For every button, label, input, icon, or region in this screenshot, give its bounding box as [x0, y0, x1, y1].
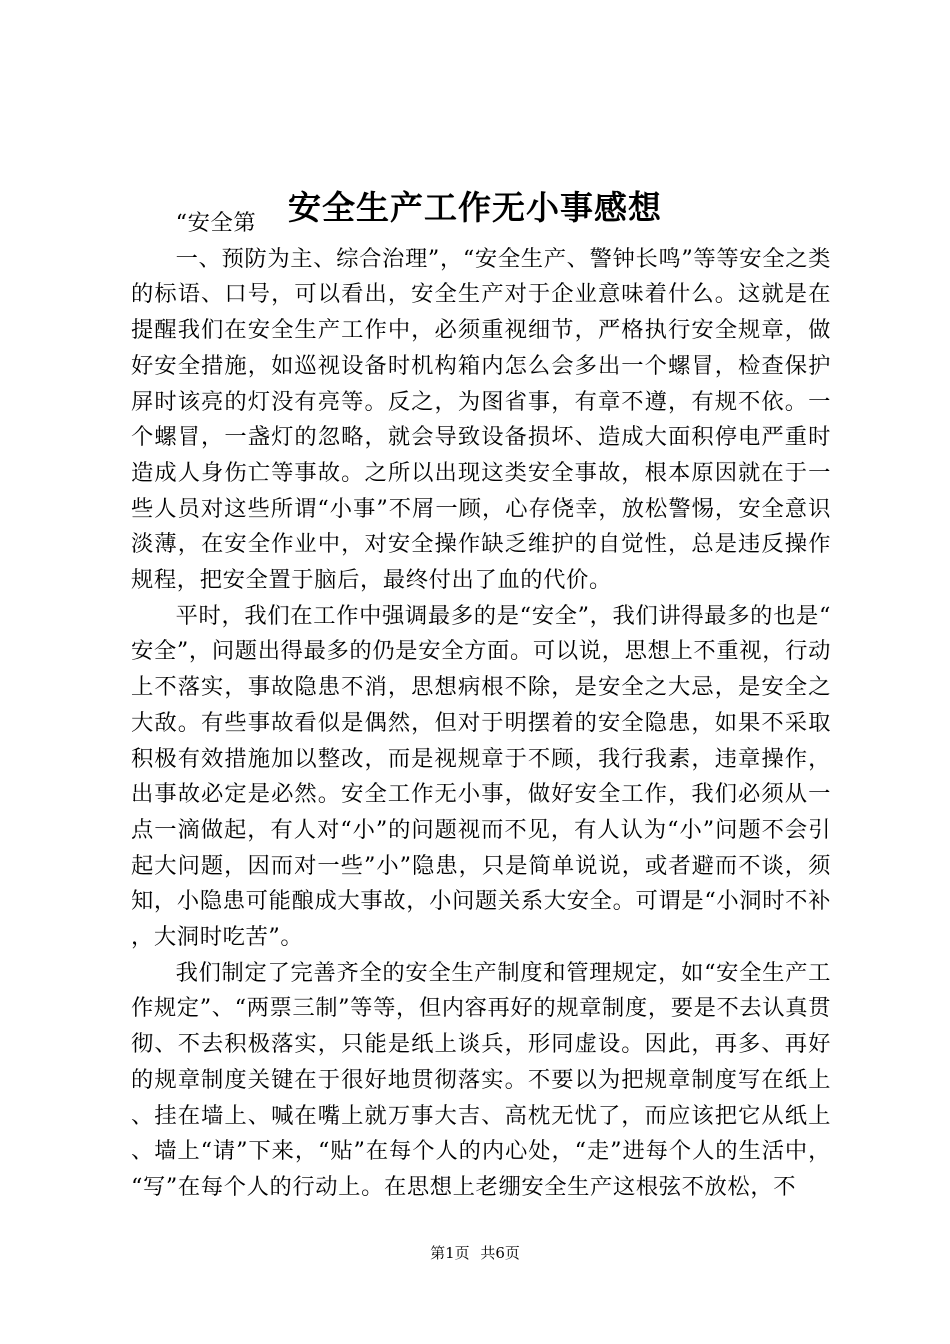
page-footer — [0, 1243, 950, 1263]
page-total: 共6页 — [480, 1244, 520, 1262]
paragraph-1: “安全第 — [175, 210, 257, 236]
paragraph-4: 我们制定了完善齐全的安全生产制度和管理规定，如“安全生产工作规定”、“两票三制”等等，但内容再好的规章制度，要是不去认真贯彻、不去积极落实，只能是纸上谈兵，形同虚设。因此，再多、再好的规章制度关键在于很好地贯彻落实。不要以为把规章制度写在纸上、挂在墙上、喊在嘴上就万事大吉、高枕无忧了，而应该把它从纸上、墙上“请”下来，“贴”在每个人的内心处，“走”进每个人的生活中，“写”在每个人的行动上。在思想上老绷安全生产这根弦不放松，不 — [131, 959, 832, 1200]
document-body — [131, 206, 831, 1206]
document-title: 安全生产工作无小事感想 — [288, 188, 662, 227]
paragraph-2: 一、预防为主、综合治理”，“安全生产、警钟长鸣”等等安全之类的标语、口号，可以看出，安全生产对于企业意味着什么。这就是在提醒我们在安全生产工作中，必须重视细节，严格执行安全规章，做好安全措施，如巡视设备时机构箱内怎么会多出一个螺冒，检查保护屏时该亮的灯没有亮等。反之，为图省事，有章不遵，有规不依。一个螺冒，一盏灯的忽略，就会导致设备损坏、造成大面积停电严重时造成人身伤亡等事故。之所以出现这类安全事故，根本原因就在于一些人员对这些所谓“小事”不屑一顾，心存侥幸，放松警惕，安全意识淡薄，在安全作业中，对安全操作缺乏维护的自觉性，总是违反操作规程，把安全置于脑后，最终付出了血的代价。 — [131, 245, 831, 594]
paragraph-3: 平时，我们在工作中强调最多的是“安全”，我们讲得最多的也是“安全”，问题出得最多的仍是安全方面。可以说，思想上不重视，行动上不落实，事故隐患不消，思想病根不除，是安全之大忌，是安全之大敌。有些事故看似是偶然，但对于明摆着的安全隐患，如果不采取积极有效措施加以整改，而是视规章于不顾，我行我素，违章操作，出事故必定是必然。安全工作无小事，做好安全工作，我们必须从一点一滴做起，有人对“小”的问题视而不见，有人认为“小”问题不会引起大问题，因而对一些”小”隐患，只是简单说说，或者避而不谈，须知，小隐患可能酿成大事故，小问题关系大安全。可谓是“小洞时不补，大洞时吃苦”。 — [131, 602, 831, 951]
page-number: 第1页 — [430, 1244, 470, 1262]
